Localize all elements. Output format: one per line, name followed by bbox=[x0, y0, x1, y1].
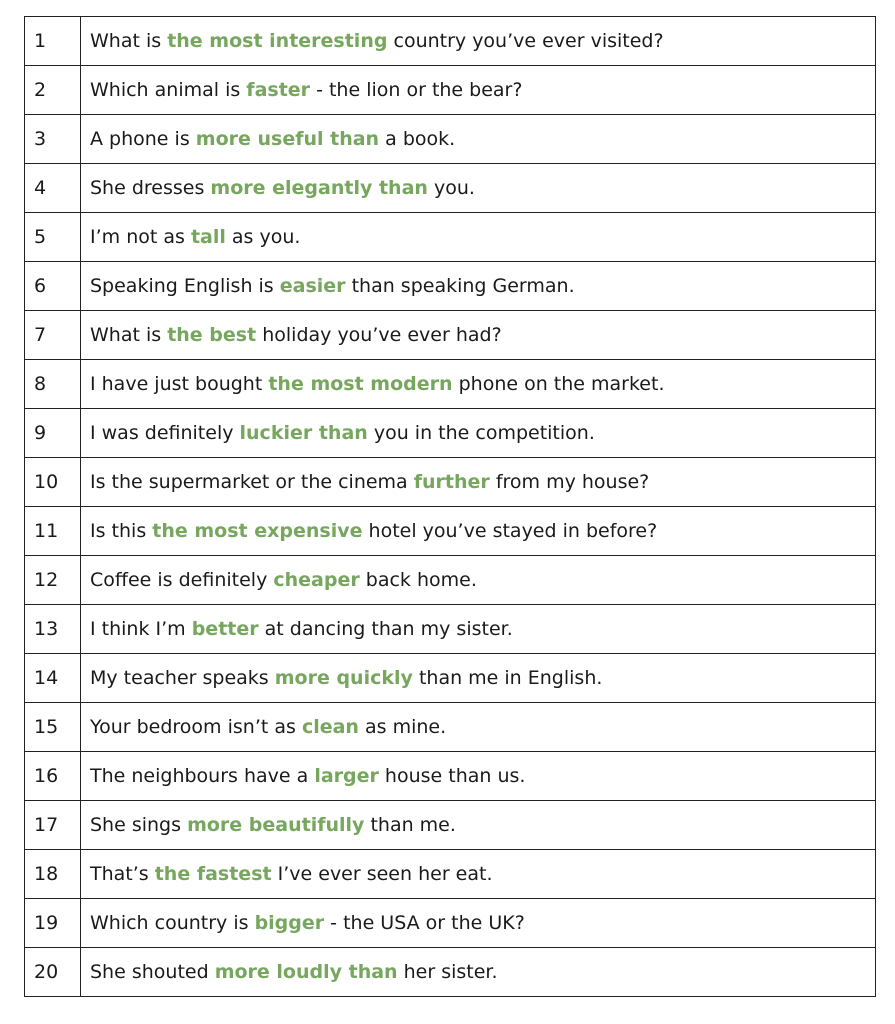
sentence-text-before: What is bbox=[90, 29, 168, 52]
sentence-text-before: Your bedroom isn’t as bbox=[90, 715, 302, 738]
sentence-text-after: - the lion or the bear? bbox=[310, 78, 523, 101]
sentence-cell bbox=[81, 948, 876, 997]
sentence-text-after: back home. bbox=[359, 568, 477, 591]
row-number: 3 bbox=[25, 115, 81, 164]
answer-highlight: the best bbox=[167, 323, 257, 346]
sentence-text-before: Is this bbox=[90, 519, 153, 542]
table-row bbox=[25, 899, 876, 948]
answer-highlight: tall bbox=[190, 225, 226, 248]
row-number: 16 bbox=[25, 752, 81, 801]
sentence-text-before: Coffee is definitely bbox=[90, 568, 274, 591]
sentence-cell bbox=[81, 654, 876, 703]
sentence-text-before: Speaking English is bbox=[90, 274, 280, 297]
answer-highlight: better bbox=[191, 617, 259, 640]
answer-highlight: more beautifully bbox=[187, 813, 365, 836]
answer-highlight: the most modern bbox=[268, 372, 453, 395]
sentence-text-after: from my house? bbox=[489, 470, 650, 493]
sentence-text-after: country you’ve ever visited? bbox=[387, 29, 664, 52]
row-number: 20 bbox=[25, 948, 81, 997]
sentence-cell bbox=[81, 213, 876, 262]
table-row bbox=[25, 654, 876, 703]
table-row bbox=[25, 703, 876, 752]
sentence-text-before: That’s bbox=[90, 862, 155, 885]
answer-highlight: cheaper bbox=[273, 568, 360, 591]
row-number: 19 bbox=[25, 899, 81, 948]
sentence-text-before: She shouted bbox=[90, 960, 215, 983]
row-number: 9 bbox=[25, 409, 81, 458]
sentence-text-before: The neighbours have a bbox=[90, 764, 315, 787]
answer-highlight: faster bbox=[246, 78, 311, 101]
table-row bbox=[25, 458, 876, 507]
answer-highlight: bigger bbox=[254, 911, 325, 934]
sentence-text-after: a book. bbox=[379, 127, 456, 150]
sentence-text-before: What is bbox=[90, 323, 168, 346]
table-row bbox=[25, 115, 876, 164]
sentence-cell bbox=[81, 752, 876, 801]
table-row bbox=[25, 605, 876, 654]
sentence-text-after: - the USA or the UK? bbox=[324, 911, 525, 934]
answer-highlight: the fastest bbox=[154, 862, 272, 885]
table-row bbox=[25, 850, 876, 899]
answer-highlight: clean bbox=[301, 715, 359, 738]
sentence-text-before: Which animal is bbox=[90, 78, 247, 101]
sentence-text-after: holiday you’ve ever had? bbox=[256, 323, 502, 346]
row-number: 13 bbox=[25, 605, 81, 654]
answer-highlight: further bbox=[413, 470, 490, 493]
row-number: 4 bbox=[25, 164, 81, 213]
answer-highlight: more loudly than bbox=[214, 960, 398, 983]
sentence-text-after: you in the competition. bbox=[367, 421, 595, 444]
sentence-text-after: as you. bbox=[225, 225, 301, 248]
row-number: 12 bbox=[25, 556, 81, 605]
row-number: 10 bbox=[25, 458, 81, 507]
row-number: 1 bbox=[25, 17, 81, 66]
sentence-cell bbox=[81, 115, 876, 164]
sentence-cell bbox=[81, 360, 876, 409]
sentence-cell bbox=[81, 262, 876, 311]
sentence-text-before: She sings bbox=[90, 813, 188, 836]
row-number: 5 bbox=[25, 213, 81, 262]
table-row bbox=[25, 556, 876, 605]
sentence-text-after: than me in English. bbox=[412, 666, 603, 689]
answer-highlight: easier bbox=[279, 274, 346, 297]
sentence-text-after: you. bbox=[427, 176, 475, 199]
answer-highlight: larger bbox=[314, 764, 379, 787]
row-number: 7 bbox=[25, 311, 81, 360]
sentence-cell bbox=[81, 556, 876, 605]
sentence-text-before: She dresses bbox=[90, 176, 211, 199]
table-row bbox=[25, 948, 876, 997]
sentence-text-after: than speaking German. bbox=[345, 274, 575, 297]
answers-table bbox=[24, 16, 876, 997]
sentence-cell bbox=[81, 899, 876, 948]
sentence-text-after: house than us. bbox=[378, 764, 526, 787]
sentence-cell bbox=[81, 850, 876, 899]
sentence-text-before: Is the supermarket or the cinema bbox=[90, 470, 414, 493]
table-row bbox=[25, 752, 876, 801]
sentence-cell bbox=[81, 703, 876, 752]
sentence-cell bbox=[81, 458, 876, 507]
row-number: 6 bbox=[25, 262, 81, 311]
table-row bbox=[25, 213, 876, 262]
answer-highlight: the most expensive bbox=[152, 519, 363, 542]
sentence-cell bbox=[81, 507, 876, 556]
sentence-text-after: as mine. bbox=[358, 715, 447, 738]
row-number: 8 bbox=[25, 360, 81, 409]
sentence-cell bbox=[81, 311, 876, 360]
table-row bbox=[25, 311, 876, 360]
sentence-cell bbox=[81, 605, 876, 654]
table-row bbox=[25, 360, 876, 409]
table-row bbox=[25, 17, 876, 66]
sentence-cell bbox=[81, 17, 876, 66]
sentence-cell bbox=[81, 801, 876, 850]
row-number: 17 bbox=[25, 801, 81, 850]
sentence-text-before: I’m not as bbox=[90, 225, 191, 248]
row-number: 14 bbox=[25, 654, 81, 703]
sentence-text-after: at dancing than my sister. bbox=[258, 617, 513, 640]
sentence-text-before: A phone is bbox=[90, 127, 196, 150]
answer-highlight: luckier than bbox=[239, 421, 368, 444]
sentence-text-after: than me. bbox=[364, 813, 456, 836]
table-row bbox=[25, 66, 876, 115]
answer-highlight: more useful than bbox=[195, 127, 380, 150]
answer-sheet bbox=[24, 16, 876, 997]
table-row bbox=[25, 801, 876, 850]
answer-highlight: more elegantly than bbox=[210, 176, 428, 199]
sentence-cell bbox=[81, 66, 876, 115]
row-number: 15 bbox=[25, 703, 81, 752]
answers-table-body bbox=[25, 17, 876, 997]
sentence-text-before: I think I’m bbox=[90, 617, 192, 640]
row-number: 18 bbox=[25, 850, 81, 899]
sentence-cell bbox=[81, 409, 876, 458]
sentence-text-before: My teacher speaks bbox=[90, 666, 275, 689]
table-row bbox=[25, 409, 876, 458]
sentence-cell bbox=[81, 164, 876, 213]
table-row bbox=[25, 507, 876, 556]
row-number: 2 bbox=[25, 66, 81, 115]
sentence-text-after: I’ve ever seen her eat. bbox=[271, 862, 493, 885]
answer-highlight: the most interesting bbox=[167, 29, 388, 52]
row-number: 11 bbox=[25, 507, 81, 556]
sentence-text-after: phone on the market. bbox=[452, 372, 665, 395]
table-row bbox=[25, 262, 876, 311]
sentence-text-after: hotel you’ve stayed in before? bbox=[362, 519, 658, 542]
sentence-text-after: her sister. bbox=[397, 960, 498, 983]
sentence-text-before: Which country is bbox=[90, 911, 255, 934]
answer-highlight: more quickly bbox=[274, 666, 413, 689]
sentence-text-before: I was definitely bbox=[90, 421, 240, 444]
sentence-text-before: I have just bought bbox=[90, 372, 269, 395]
table-row bbox=[25, 164, 876, 213]
